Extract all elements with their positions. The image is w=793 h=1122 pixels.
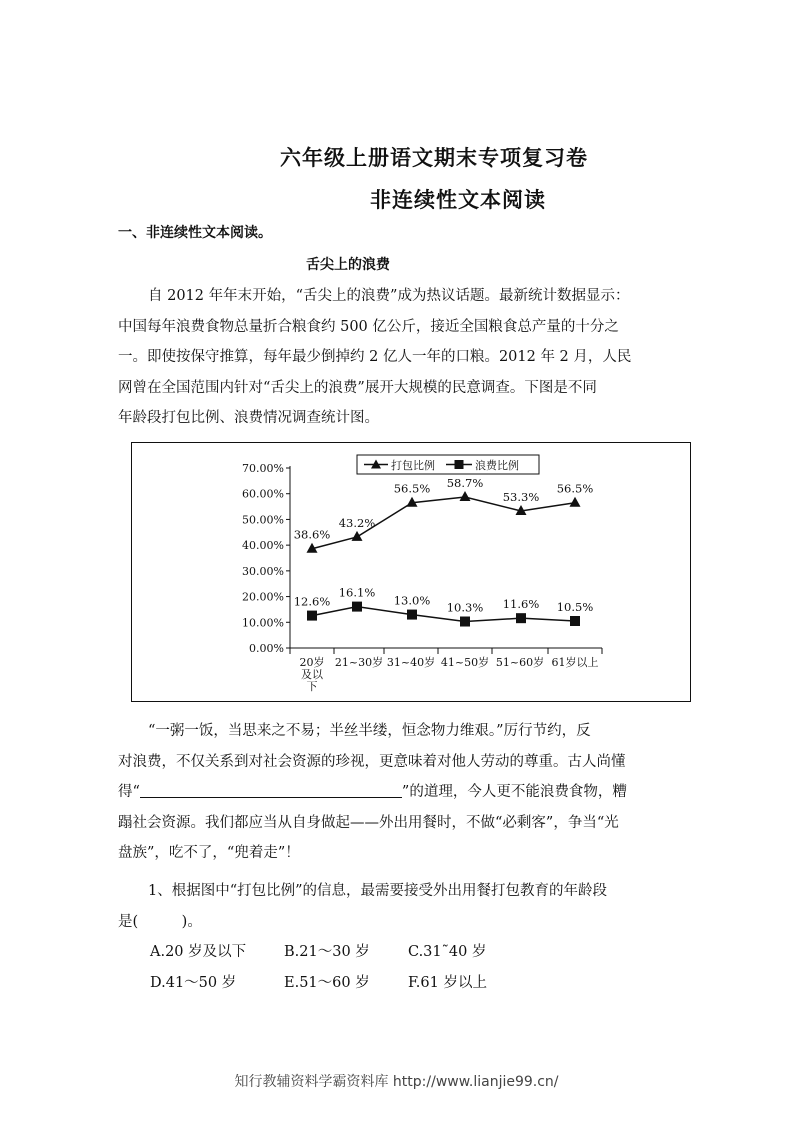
y-tick-label: 70.00% — [242, 462, 284, 475]
x-tick-label: 61岁以上 — [551, 656, 599, 669]
data-point-square — [460, 617, 470, 627]
data-label: 10.5% — [556, 600, 594, 614]
body-line-post: ”的道理，今人更不能浪费食物，糟 — [401, 784, 627, 800]
intro-line: 自 2012 年年末开始，“舌尖上的浪费”成为热议话题。最新统计数据显示： — [148, 288, 630, 304]
data-label: 16.1% — [338, 585, 376, 600]
body-line-pre: 得“ — [118, 784, 140, 800]
intro-line: 中国每年浪费食物总量折合粮食约 500 亿公斤，接近全国粮食总产量的十分之 — [118, 318, 619, 335]
article-title: 舌尖上的浪费 — [306, 257, 390, 273]
option-e[interactable]: E.51～60 岁 — [284, 975, 370, 991]
x-tick-label: 20岁 — [299, 656, 325, 669]
y-tick-label: 40.00% — [242, 539, 284, 553]
data-point-square — [307, 611, 317, 621]
legend-label: 打包比例 — [391, 459, 435, 472]
intro-line: 网曾在全国范围内针对“舌尖上的浪费”展开大规模的民意调查。下图是不同 — [118, 379, 597, 396]
x-tick-label: 31~40岁 — [386, 656, 436, 669]
data-label: 43.2% — [338, 515, 376, 530]
x-tick-label: 41~50岁 — [440, 656, 490, 669]
question-text[interactable]: 是( )。 — [118, 913, 202, 930]
fill-in-blank[interactable] — [140, 781, 402, 798]
data-label: 56.5% — [556, 481, 594, 496]
option-b[interactable]: B.21～30 岁 — [284, 944, 370, 960]
data-label: 11.6% — [502, 597, 540, 612]
section-heading: 一、非连续性文本阅读。 — [118, 225, 272, 241]
survey-chart — [131, 442, 691, 702]
body-line: “一粥一饭，当思来之不易；半丝半缕，恒念物力维艰。”厉行节约，反 — [148, 723, 591, 739]
footer-watermark: 知行教辅资料学霸资料库 http://www.lianjie99.cn/ — [234, 1074, 559, 1090]
data-point-square — [352, 602, 362, 612]
y-tick-label: 50.00% — [242, 513, 284, 527]
intro-paragraph — [118, 281, 678, 434]
legend-square-marker — [455, 460, 464, 469]
page-title: 六年级上册语文期末专项复习卷 — [280, 146, 588, 170]
body-line: 盘族”，吃不了，“兜着走”！ — [118, 845, 300, 861]
data-point-square — [570, 616, 580, 626]
legend-label: 浪费比例 — [475, 459, 519, 472]
x-tick-label: 51~60岁 — [495, 656, 545, 669]
body-line-with-blank — [118, 777, 678, 808]
data-point-triangle — [570, 497, 581, 507]
page-subtitle: 非连续性文本阅读 — [370, 188, 546, 212]
question-1 — [118, 876, 678, 937]
data-label: 53.3% — [502, 489, 540, 504]
body-paragraph — [118, 716, 678, 869]
y-tick-label: 60.00% — [242, 487, 284, 501]
question-text: 1、根据图中“打包比例”的信息，最需要接受外出用餐打包教育的年龄段 — [148, 883, 608, 899]
y-tick-label: 30.00% — [242, 564, 284, 578]
y-tick-label: 0.00% — [249, 642, 284, 655]
option-a[interactable]: A.20 岁及以下 — [150, 944, 247, 960]
data-label: 38.6% — [293, 527, 331, 542]
body-line: 蹋社会资源。我们都应当从自身做起——外出用餐时，不做“必剩客”，争当“光 — [118, 814, 619, 831]
data-point-triangle — [460, 491, 471, 501]
x-tick-label: 21~30岁 — [334, 656, 384, 669]
x-tick-label: 下 — [306, 680, 318, 693]
y-tick-label: 10.00% — [242, 616, 284, 630]
intro-line: 年龄段打包比例、浪费情况调查统计图。 — [118, 410, 379, 426]
data-label: 56.5% — [393, 481, 431, 496]
option-f[interactable]: F.61 岁以上 — [408, 975, 487, 991]
data-point-square — [407, 610, 417, 620]
data-label: 58.7% — [446, 476, 484, 491]
line-chart — [132, 443, 689, 700]
data-point-triangle — [352, 531, 363, 541]
y-tick-label: 20.00% — [242, 590, 284, 604]
data-label: 12.6% — [293, 594, 331, 609]
intro-line: 一。即使按保守推算，每年最少倒掉约 2 亿人一年的口粮。2012 年 2 月，人民 — [118, 349, 632, 365]
data-label: 10.3% — [446, 600, 484, 615]
data-label: 13.0% — [393, 593, 431, 608]
data-point-square — [516, 613, 526, 623]
option-c[interactable]: C.31˜40 岁 — [408, 944, 487, 960]
body-line: 对浪费，不仅关系到对社会资源的珍视，更意味着对他人劳动的尊重。古人尚懂 — [118, 753, 626, 770]
x-tick-label: 及以 — [301, 668, 323, 681]
option-d[interactable]: D.41～50 岁 — [150, 975, 237, 991]
